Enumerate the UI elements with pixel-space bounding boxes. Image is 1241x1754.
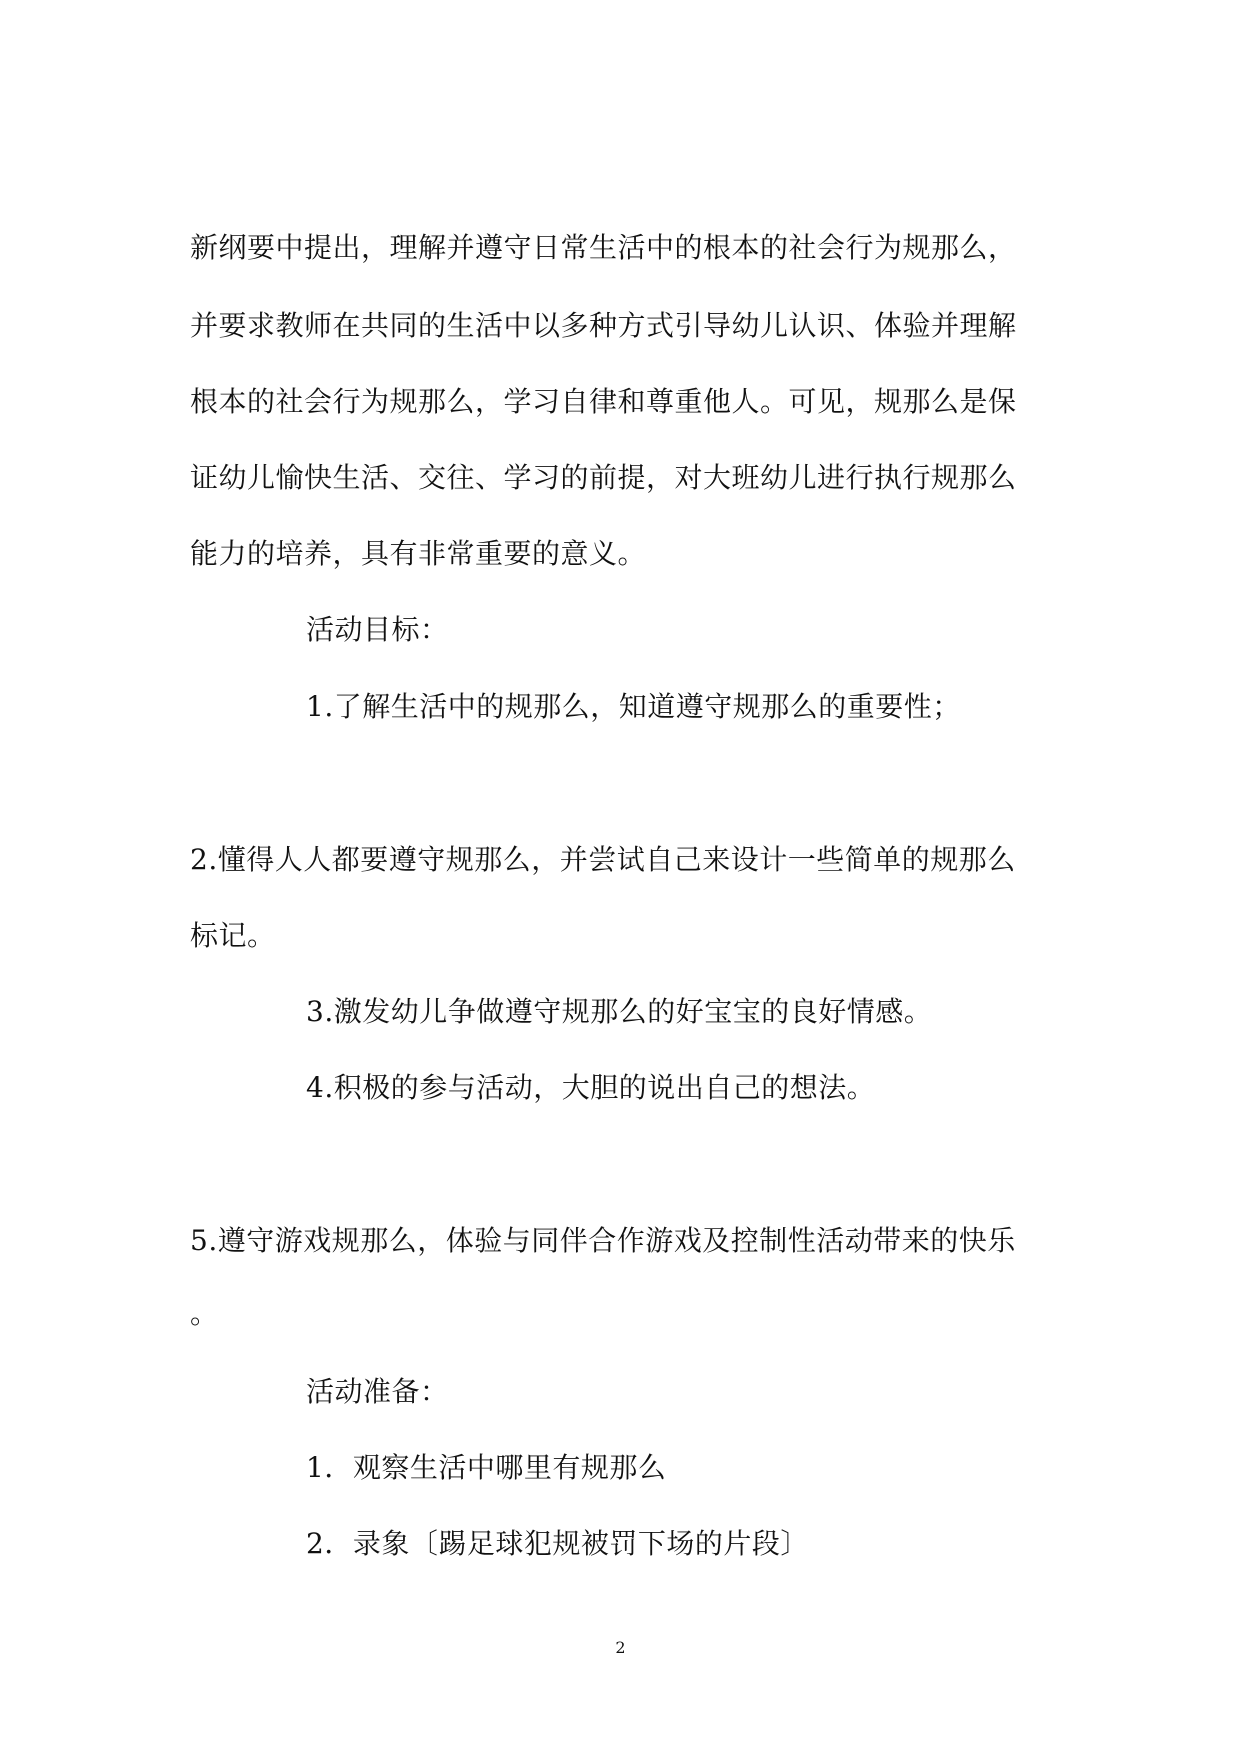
section-heading-preparation: 活动准备： <box>306 1375 449 1408</box>
paragraph-line: 并要求教师在共同的生活中以多种方式引导幼儿认识、体验并理解 <box>190 309 1017 342</box>
goal-item: 4.积极的参与活动，大胆的说出自己的想法。 <box>306 1071 876 1104</box>
page-number: 2 <box>615 1638 626 1657</box>
goal-item: 3.激发幼儿争做遵守规那么的好宝宝的良好情感。 <box>306 995 933 1028</box>
paragraph-line: 根本的社会行为规那么，学习自律和尊重他人。可见，规那么是保 <box>190 385 1017 418</box>
paragraph-line: 证幼儿愉快生活、交往、学习的前提，对大班幼儿进行执行规那么 <box>190 461 1017 494</box>
paragraph-line: 能力的培养，具有非常重要的意义。 <box>190 537 647 570</box>
goal-item: 2.懂得人人都要遵守规那么，并尝试自己来设计一些简单的规那么 <box>190 843 1016 876</box>
goal-item-continuation: 标记。 <box>190 919 276 952</box>
paragraph-line: 新纲要中提出，理解并遵守日常生活中的根本的社会行为规那么， <box>190 231 1017 264</box>
preparation-item: 2．录象〔踢足球犯规被罚下场的片段〕 <box>306 1527 809 1560</box>
goal-item: 5.遵守游戏规那么，体验与同伴合作游戏及控制性活动带来的快乐 <box>190 1224 1016 1257</box>
section-heading-goals: 活动目标： <box>306 613 449 646</box>
preparation-item: 1．观察生活中哪里有规那么 <box>306 1451 667 1484</box>
goal-item-continuation: 。 <box>190 1297 219 1330</box>
goal-item: 1.了解生活中的规那么，知道遵守规那么的重要性； <box>306 690 961 723</box>
